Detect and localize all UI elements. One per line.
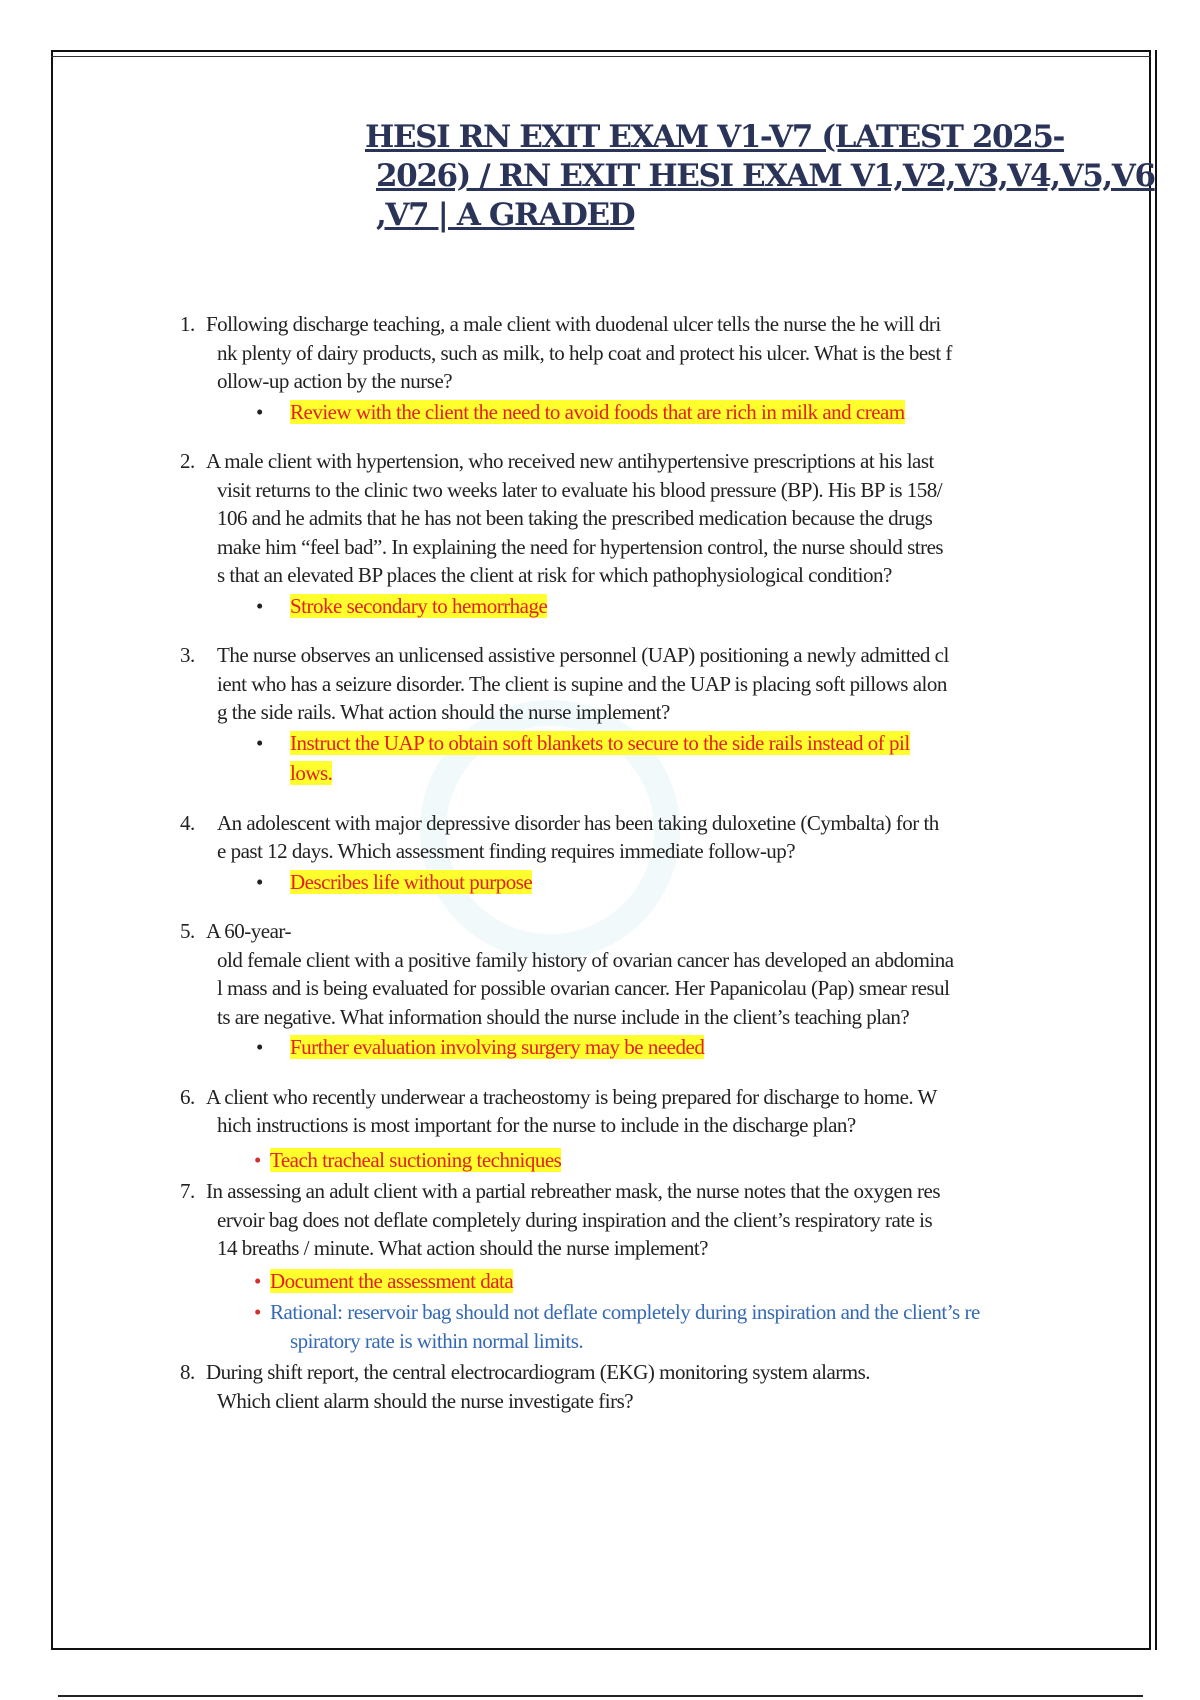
question-item (180, 1358, 1115, 1415)
bullet-icon: • (256, 730, 263, 755)
question-text: g the side rails. What action should the nurse implement? (217, 700, 670, 724)
question-number: 6. (180, 1084, 195, 1109)
bullet-icon: • (254, 1268, 261, 1293)
question-text: visit returns to the clinic two weeks later to evaluate his blood pressure (BP). His BP is 158/ (217, 477, 943, 502)
bullet-icon: • (256, 399, 263, 424)
title-line: ,V7 | A GRADED (376, 197, 635, 233)
highlighted-answer: Teach tracheal suctioning techniques (270, 1147, 562, 1172)
question-text: ervoir bag does not deflate completely during inspiration and the client’s respiratory rate is (217, 1207, 933, 1232)
answer-bullet (180, 1146, 1115, 1175)
title-line: HESI RN EXIT EXAM V1-V7 (LATEST 2025- (365, 119, 1065, 155)
question-text: make him “feel bad”. In explaining the need for hypertension control, the nurse should stres (217, 534, 944, 559)
highlighted-answer: lows. (290, 761, 333, 785)
question-item (180, 917, 1115, 1062)
question-number: 7. (180, 1179, 195, 1203)
rationale-bullet (180, 1298, 1115, 1327)
bullet-icon: • (254, 1147, 261, 1172)
bullet-icon: • (256, 593, 263, 618)
question-text: s that an elevated BP places the client at risk for which pathophysiological condition? (217, 563, 892, 587)
question-text: 106 and he admits that he has not been taking the prescribed medication because the drugs (217, 506, 933, 530)
question-item (180, 1177, 1115, 1355)
highlighted-answer: Review with the client the need to avoid foods that are rich in milk and cream (290, 399, 905, 424)
footer-rule (58, 1695, 1143, 1697)
answer-bullet (180, 398, 1115, 427)
bullet-icon: • (254, 1300, 261, 1324)
title-line: 2026) / RN EXIT HESI EXAM V1,V2,V3,V4,V5,V6 (376, 158, 1155, 194)
question-text: ient who has a seizure disorder. The client is supine and the UAP is placing soft pillows alon (217, 671, 947, 696)
question-item (180, 641, 1115, 788)
question-item (180, 1083, 1115, 1175)
question-text: l mass and is being evaluated for possible ovarian cancer. Her Papanicolau (Pap) smear resul (217, 976, 950, 1000)
answer-bullet (180, 592, 1115, 621)
bullet-icon: • (256, 1035, 263, 1059)
question-item (180, 809, 1115, 897)
question-text: e past 12 days. Which assessment finding requires immediate follow-up? (217, 839, 796, 863)
question-number: 2. (180, 449, 195, 473)
rationale-text: spiratory rate is within normal limits. (290, 1328, 584, 1353)
question-text: ts are negative. What information should the nurse include in the client’s teaching plan? (217, 1004, 910, 1029)
question-number: 8. (180, 1360, 195, 1384)
question-number: 4. (180, 810, 195, 835)
question-text: An adolescent with major depressive disorder has been taking duloxetine (Cymbalta) for th (217, 810, 939, 835)
question-text: old female client with a positive family history of ovarian cancer has developed an abdomina (217, 947, 954, 972)
highlighted-answer: Further evaluation involving surgery may be needed (290, 1035, 705, 1059)
question-text: A client who recently underwear a tracheostomy is being prepared for discharge to home. W (206, 1084, 937, 1109)
bullet-icon: • (256, 869, 263, 894)
highlighted-answer: Describes life without purpose (290, 869, 533, 894)
answer-bullet (180, 1033, 1115, 1062)
rationale-text: Rational: reservoir bag should not deflate completely during inspiration and the client’s re (270, 1300, 980, 1324)
highlighted-answer: Instruct the UAP to obtain soft blankets to secure to the side rails instead of pil (290, 730, 910, 755)
highlighted-answer: Stroke secondary to hemorrhage (290, 593, 548, 618)
answer-bullet (180, 1267, 1115, 1296)
frame-right-rule (1155, 50, 1157, 1650)
question-list (180, 310, 1115, 1436)
question-text: Which client alarm should the nurse investigate firs? (217, 1388, 634, 1413)
frame-inner-rule (51, 56, 1151, 57)
question-text: Following discharge teaching, a male client with duodenal ulcer tells the nurse the he will dri (206, 312, 941, 336)
question-item (180, 447, 1115, 620)
answer-bullet (180, 729, 1115, 758)
question-text: nk plenty of dairy products, such as milk, to help coat and protect his ulcer. What is the best f (217, 340, 952, 365)
question-text: A 60-year- (206, 919, 291, 943)
question-item (180, 310, 1115, 426)
question-number: 3. (180, 643, 195, 667)
question-text: ollow-up action by the nurse? (217, 369, 453, 393)
highlighted-answer: Document the assessment data (270, 1268, 514, 1293)
answer-bullet (180, 868, 1115, 897)
question-text: In assessing an adult client with a partial rebreather mask, the nurse notes that the oxygen res (206, 1179, 941, 1203)
question-text: A male client with hypertension, who received new antihypertensive prescriptions at his last (206, 449, 934, 473)
question-text: 14 breaths / minute. What action should the nurse implement? (217, 1236, 708, 1260)
document-title (365, 118, 1155, 235)
question-text: The nurse observes an unlicensed assistive personnel (UAP) positioning a newly admitted cl (217, 643, 949, 667)
question-text: hich instructions is most important for the nurse to include in the discharge plan? (217, 1113, 856, 1137)
question-text: During shift report, the central electrocardiogram (EKG) monitoring system alarms. (206, 1360, 871, 1384)
answer-bullet-continued (180, 759, 1115, 788)
question-number: 1. (180, 312, 195, 336)
question-number: 5. (180, 919, 195, 943)
